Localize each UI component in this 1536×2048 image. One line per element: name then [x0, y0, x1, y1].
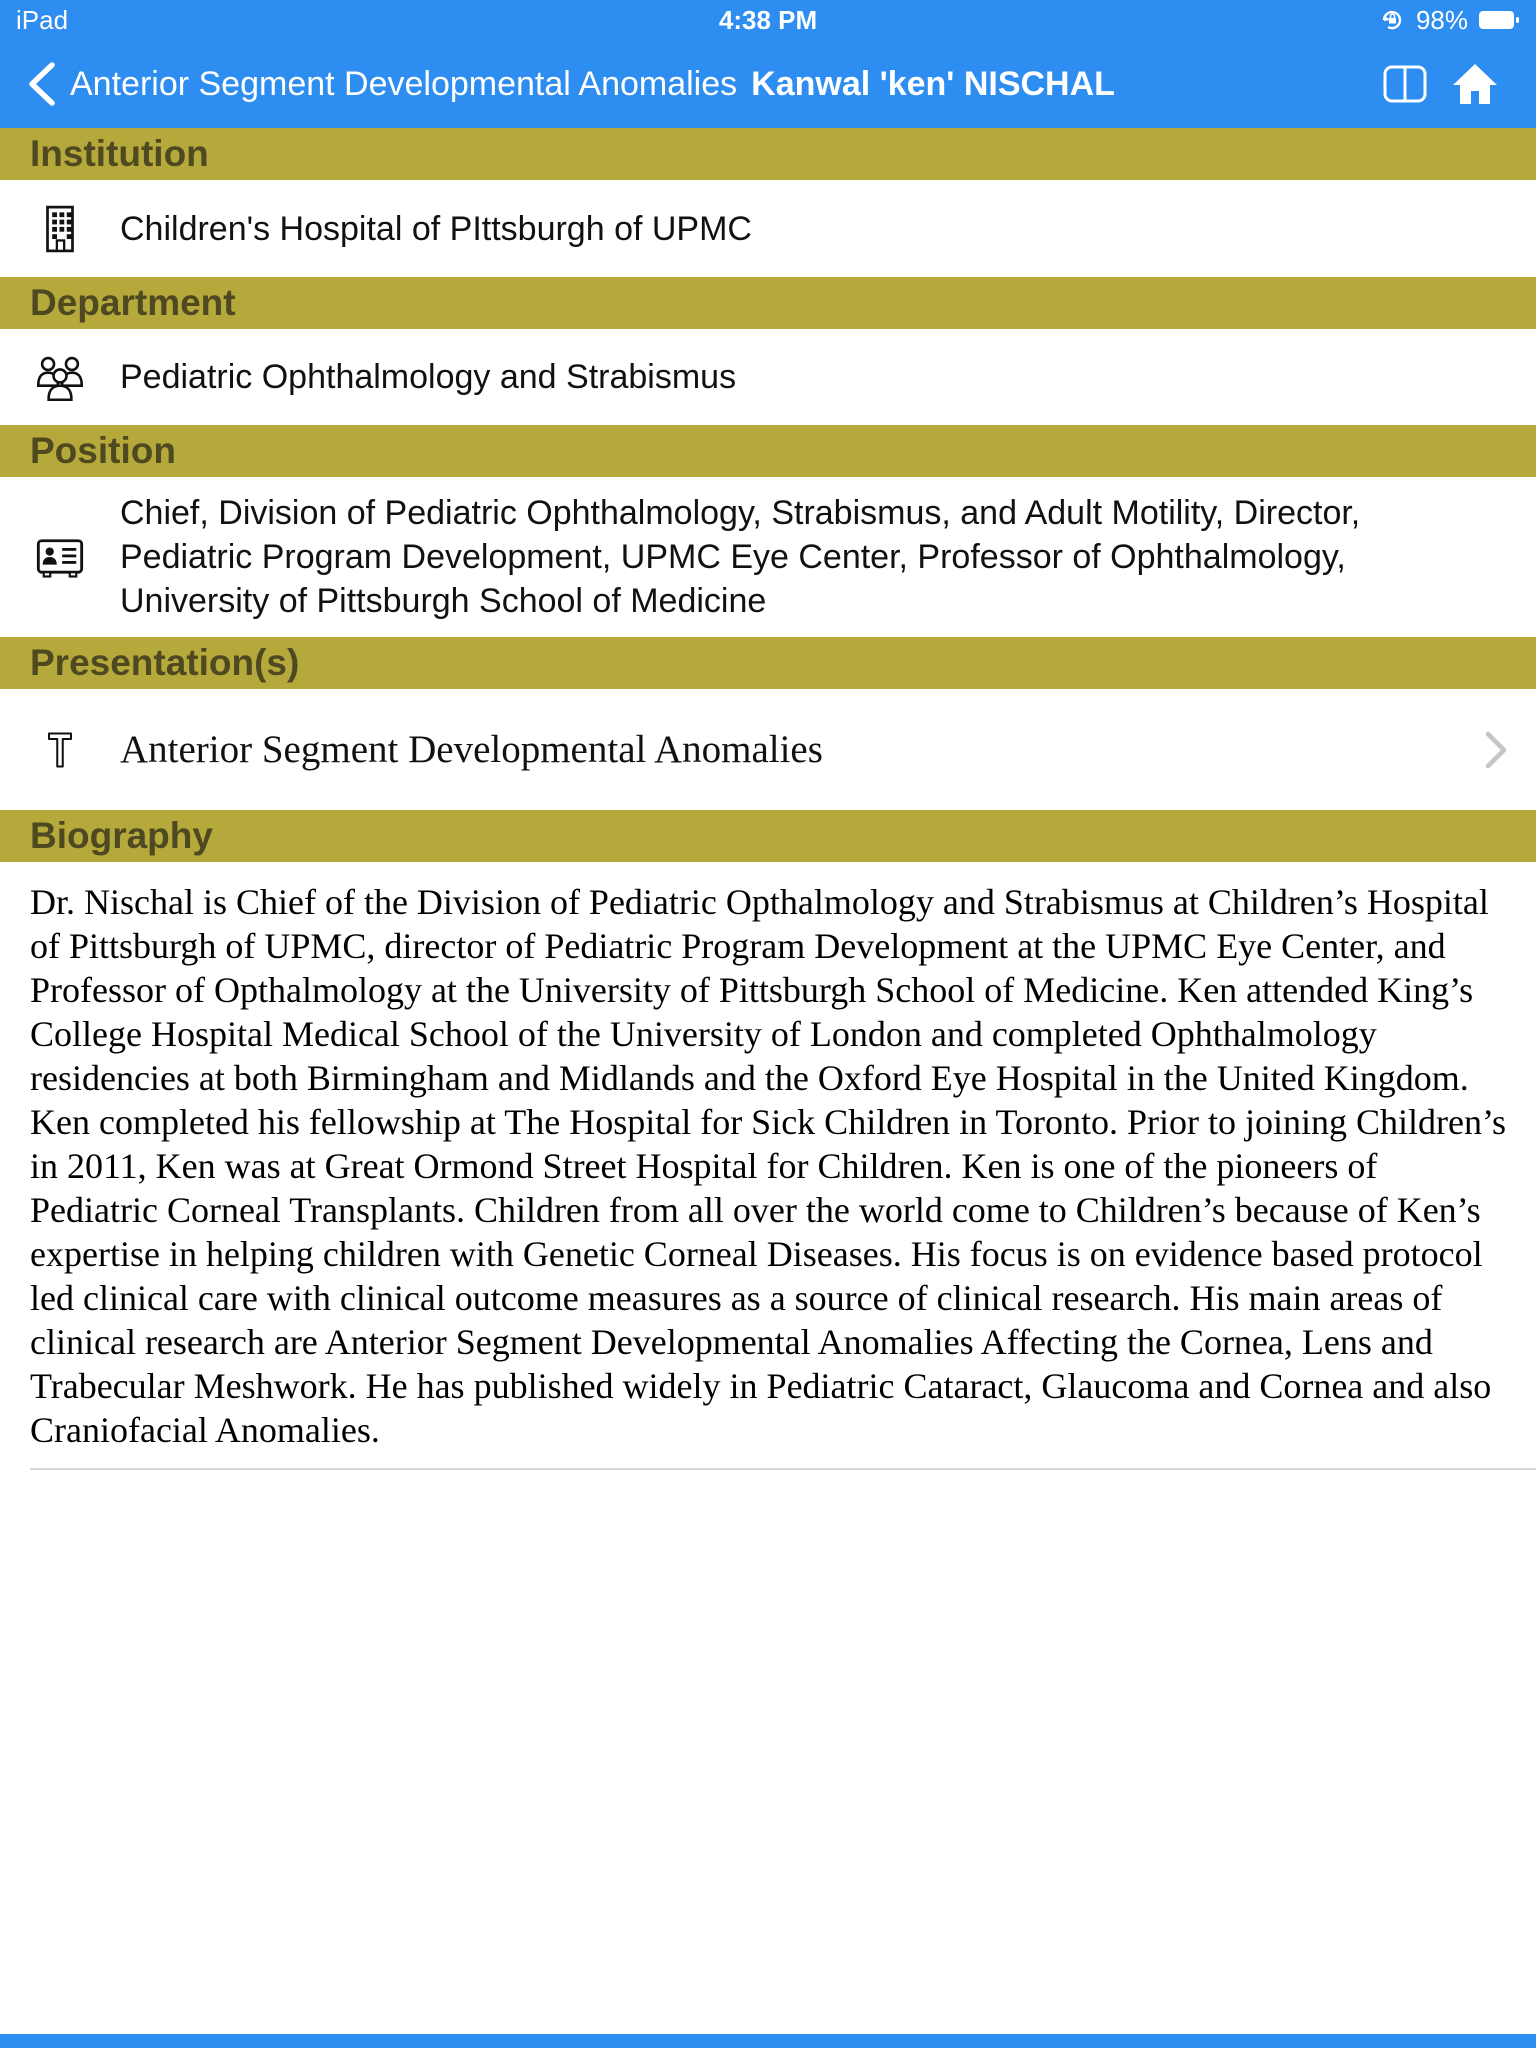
id-card-icon — [0, 531, 120, 583]
back-title: Anterior Segment Developmental Anomalies — [70, 64, 738, 103]
bottom-accent-bar — [0, 2034, 1536, 2048]
back-chevron-icon — [26, 60, 56, 108]
presentation-title: Anterior Segment Developmental Anomalies — [120, 728, 823, 771]
chevron-right-icon — [1456, 728, 1536, 772]
section-header-label: Position — [30, 430, 176, 471]
battery-icon — [1478, 9, 1520, 31]
section-header-label: Presentation(s) — [30, 642, 300, 683]
section-header-institution — [0, 128, 1536, 180]
building-icon — [0, 204, 120, 254]
title-text-icon — [0, 726, 120, 774]
device-label: iPad — [16, 4, 69, 35]
orientation-lock-icon — [1378, 6, 1406, 34]
section-header-label: Biography — [30, 815, 213, 856]
navigation-bar — [0, 40, 1536, 128]
department-value: Pediatric Ophthalmology and Strabismus — [120, 358, 737, 396]
people-group-icon — [0, 351, 120, 403]
section-header-department — [0, 277, 1536, 329]
status-bar — [0, 0, 1536, 40]
institution-value: Children's Hospital of PIttsburgh of UPMC — [120, 209, 752, 248]
page-title-speaker-name: Kanwal 'ken' NISCHAL — [751, 64, 1115, 103]
position-value: Chief, Division of Pediatric Ophthalmology, Strabismus, and Adult Motility, Director, Pediatric Program Development, UPMC Eye Center, Professor of Ophthalmology, University of Pittsburgh School of Medicine — [120, 494, 1361, 620]
battery-percent: 98% — [1415, 4, 1468, 35]
position-row — [0, 477, 1536, 637]
back-button[interactable] — [26, 60, 737, 108]
section-header-presentations — [0, 637, 1536, 689]
book-icon — [1379, 60, 1431, 108]
book-button[interactable] — [1370, 60, 1440, 108]
home-button[interactable] — [1440, 61, 1510, 107]
institution-row — [0, 180, 1536, 277]
section-header-biography — [0, 810, 1536, 862]
clock: 4:38 PM — [718, 4, 818, 35]
section-header-position — [0, 425, 1536, 477]
section-header-label: Department — [30, 282, 236, 323]
department-row — [0, 329, 1536, 425]
home-icon — [1451, 61, 1499, 107]
presentation-row[interactable] — [0, 689, 1536, 810]
biography-text: Dr. Nischal is Chief of the Division of Pediatric Opthalmology and Strabismus at Children’s Hospital of Pittsburgh of UPMC, director of Pediatric Program Development at the UPMC Eye Center, and Professor of Opthalmology at the University of Pittsburgh School of Medicine. Ken attended King’s College Hospital Medical School of the University of London and completed Ophthalmology residencies at both Birmingham and Midlands and the Oxford Eye Hospital in the United Kingdom. Ken completed his fellowship at The Hospital for Sick Children in Toronto. Prior to joining Children’s in 2011, Ken was at Great Ormond Street Hospital for Children. Ken is one of the pioneers of Pediatric Corneal Transplants. Children from all over the world come to Children’s because of Ken’s expertise in helping children with Genetic Corneal Diseases. His focus is on evidence based protocol led clinical care with clinical outcome measures as a source of clinical research. His main areas of clinical research are Anterior Segment Developmental Anomalies Affecting the Cornea, Lens and Trabecular Meshwork. He has published widely in Pediatric Cataract, Glaucoma and Cornea and also Craniofacial Anomalies. — [30, 882, 1506, 1450]
section-header-label: Institution — [30, 133, 209, 174]
divider — [30, 1468, 1536, 1470]
